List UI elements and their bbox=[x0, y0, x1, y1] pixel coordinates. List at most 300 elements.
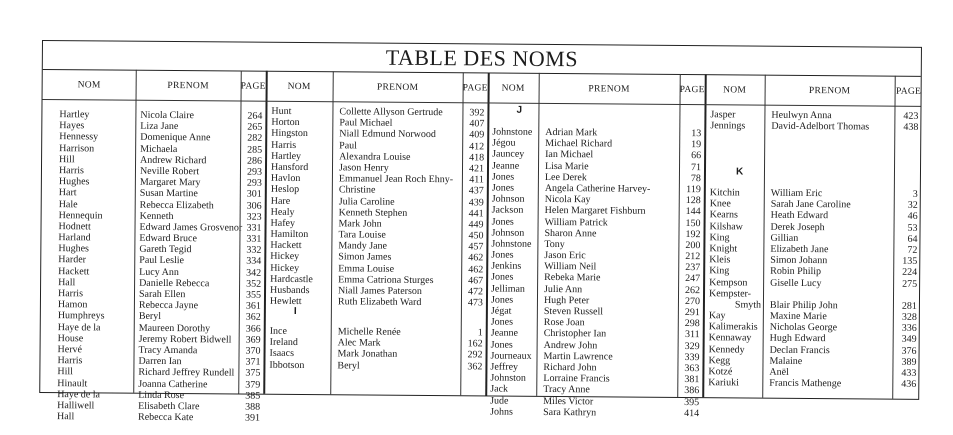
nom-column bbox=[490, 127, 533, 418]
prenom-cell: Jason Henry bbox=[338, 162, 389, 174]
page-cell: 32 bbox=[907, 199, 918, 212]
page-cell: 379 bbox=[245, 379, 261, 391]
page-column bbox=[460, 327, 482, 372]
nom-cell: Hart bbox=[58, 187, 77, 199]
page-cell: 144 bbox=[685, 206, 701, 218]
prenom-cell: Miles Victor bbox=[543, 395, 594, 407]
nom-cell: Kilshaw bbox=[709, 220, 743, 233]
page-cell: 371 bbox=[245, 356, 261, 368]
prenom-cell: Rebecca Kate bbox=[137, 411, 194, 424]
prenom-cell: Tony bbox=[544, 238, 565, 250]
page-cell: 306 bbox=[246, 200, 262, 212]
prenom-cell: Rebecca Elizabeth bbox=[139, 199, 214, 211]
page-cell: 352 bbox=[246, 278, 262, 290]
prenom-cell: Darren Ian bbox=[138, 355, 182, 368]
prenom-cell: Edward Bruce bbox=[139, 232, 197, 245]
prenom-cell: Liza Jane bbox=[140, 120, 179, 133]
prenom-column bbox=[769, 188, 851, 390]
page-cell: 462 bbox=[468, 263, 484, 276]
page-cell: 128 bbox=[685, 195, 701, 207]
header-page: PAGE bbox=[462, 83, 488, 94]
prenom-cell: Angela Catherine Harvey- bbox=[544, 182, 651, 195]
nom-cell: Hansford bbox=[270, 161, 309, 174]
prenom-column bbox=[543, 127, 651, 419]
nom-cell: Jones bbox=[490, 316, 514, 328]
prenom-column bbox=[337, 326, 400, 371]
nom-column bbox=[710, 109, 745, 132]
page-cell: 331 bbox=[246, 233, 262, 245]
prenom-cell: Christopher Ian bbox=[543, 328, 607, 340]
header-page: PAGE bbox=[240, 81, 266, 92]
prenom-cell bbox=[770, 288, 850, 300]
nom-cell: Kleis bbox=[709, 254, 731, 266]
prenom-cell: Nicola Claire bbox=[140, 109, 195, 122]
page-cell: 19 bbox=[691, 139, 702, 151]
nom-cell: Hamon bbox=[57, 299, 88, 311]
nom-cell: Johnson bbox=[491, 193, 525, 205]
page-cell: 366 bbox=[245, 323, 261, 335]
prenom-cell: Maureen Dorothy bbox=[138, 322, 211, 334]
page-cell: 362 bbox=[245, 311, 261, 324]
nom-cell: Johnson bbox=[491, 227, 525, 239]
nom-cell: Knee bbox=[709, 198, 731, 210]
nom-cell: Hardcastle bbox=[270, 273, 313, 285]
prenom-cell: Malaine bbox=[769, 355, 803, 367]
column-divider bbox=[536, 73, 540, 396]
nom-cell: Jones bbox=[490, 339, 513, 351]
page-cell: 437 bbox=[468, 185, 484, 197]
nom-cell: Hall bbox=[58, 276, 76, 289]
nom-cell: Jennings bbox=[710, 120, 746, 132]
section-divider bbox=[702, 74, 707, 397]
prenom-cell: Gareth Tegid bbox=[139, 244, 192, 256]
nom-column bbox=[57, 109, 106, 423]
prenom-cell: Richard John bbox=[543, 361, 597, 374]
page-cell: 409 bbox=[469, 129, 485, 141]
prenom-cell: Domenique Anne bbox=[140, 132, 211, 144]
page-cell: 64 bbox=[907, 233, 918, 245]
page-cell: 370 bbox=[245, 345, 261, 357]
page-cell: 438 bbox=[903, 121, 919, 134]
page-cell: 119 bbox=[686, 184, 701, 196]
nom-cell: King bbox=[709, 265, 730, 277]
page-cell: 212 bbox=[685, 251, 701, 263]
section-letter-j: J bbox=[516, 104, 523, 116]
page-cell: 192 bbox=[685, 228, 701, 240]
prenom-cell: Mark John bbox=[338, 218, 382, 230]
prenom-cell: Paul Leslie bbox=[139, 255, 185, 267]
page-cell: 441 bbox=[468, 208, 484, 220]
prenom-cell: Steven Russell bbox=[543, 305, 604, 318]
nom-cell: Kegg bbox=[708, 355, 731, 367]
nom-cell: Humphreys bbox=[57, 310, 105, 322]
page-cell: 13 bbox=[691, 128, 702, 140]
nom-cell: Kearns bbox=[709, 209, 739, 221]
prenom-cell: Michelle Renée bbox=[337, 326, 401, 338]
prenom-cell: Lee Derek bbox=[544, 171, 587, 184]
nom-cell: Smyth bbox=[734, 299, 762, 311]
page-cell: 342 bbox=[246, 267, 262, 279]
page-cell: 301 bbox=[246, 188, 262, 201]
page-cell: 237 bbox=[685, 262, 701, 274]
prenom-cell: Paul Michael bbox=[339, 117, 393, 129]
page-cell: 329 bbox=[684, 340, 700, 352]
nom-column bbox=[708, 187, 762, 389]
nom-cell: Heslop bbox=[270, 184, 300, 196]
prenom-cell: Lisa Marie bbox=[544, 160, 589, 172]
page-cell: 381 bbox=[684, 374, 700, 386]
page-cell: 293 bbox=[246, 166, 263, 178]
header-prenom: PRENOM bbox=[376, 82, 419, 93]
prenom-cell: Robin Philip bbox=[770, 266, 822, 278]
page-cell: 282 bbox=[247, 132, 263, 145]
nom-column bbox=[270, 106, 314, 308]
page-cell: 291 bbox=[684, 307, 700, 319]
prenom-cell: Maxine Marie bbox=[769, 310, 827, 323]
prenom-cell: Alec Mark bbox=[337, 337, 381, 349]
prenom-cell: Anël bbox=[769, 366, 789, 378]
page-cell: 135 bbox=[902, 255, 918, 268]
nom-cell: Jasper bbox=[710, 109, 736, 121]
prenom-cell: Heulwyn Anna bbox=[771, 109, 832, 122]
prenom-cell: Derek Joseph bbox=[770, 221, 825, 233]
page-cell: 369 bbox=[245, 334, 261, 346]
nom-cell: Hickey bbox=[270, 251, 300, 263]
page-cell: 349 bbox=[901, 334, 917, 346]
nom-cell: Haye de la bbox=[57, 321, 101, 334]
prenom-cell: Kenneth bbox=[139, 210, 174, 222]
nom-cell: Ince bbox=[269, 325, 287, 337]
nom-cell: Hughes bbox=[58, 176, 90, 188]
prenom-cell: David-Adelbort Thomas bbox=[771, 120, 870, 133]
page-cell: 331 bbox=[246, 222, 262, 234]
page-cell: 339 bbox=[684, 351, 700, 363]
prenom-cell: Emma Catriona Sturges bbox=[338, 274, 434, 286]
nom-cell: Havlon bbox=[270, 172, 301, 185]
nom-cell: Hughes bbox=[58, 243, 89, 255]
prenom-cell: Neville Robert bbox=[139, 165, 200, 178]
page-cell: 53 bbox=[907, 222, 918, 234]
page-cell: 436 bbox=[901, 378, 917, 391]
prenom-cell: Collette Allyson Gertrude bbox=[339, 106, 443, 119]
nom-cell: Johnstone bbox=[492, 126, 533, 138]
nom-cell: Hingston bbox=[271, 128, 308, 140]
nom-cell: Hill bbox=[59, 153, 75, 166]
page-cell: 162 bbox=[467, 338, 483, 350]
nom-cell: Kennaway bbox=[708, 332, 752, 345]
page-cell: 363 bbox=[684, 362, 700, 375]
nom-cell: Hewlett bbox=[269, 295, 302, 308]
nom-cell: Harris bbox=[271, 139, 297, 151]
nom-cell: Harrison bbox=[59, 142, 95, 154]
prenom-cell: Ian Michael bbox=[545, 149, 594, 161]
nom-cell: Kitchin bbox=[709, 187, 740, 199]
page-cell: 433 bbox=[901, 367, 917, 379]
prenom-cell: Blair Philip John bbox=[769, 299, 838, 312]
nom-cell: Kotzé bbox=[708, 366, 733, 378]
page-cell: 72 bbox=[907, 244, 918, 256]
nom-column bbox=[269, 326, 304, 371]
prenom-cell: Linda Rose bbox=[138, 389, 185, 401]
nom-cell: Hayes bbox=[59, 120, 85, 132]
page-cell: 328 bbox=[901, 311, 917, 323]
page-cell: 78 bbox=[690, 172, 701, 184]
page-cell: 224 bbox=[902, 267, 918, 279]
page-cell: 388 bbox=[245, 401, 261, 413]
page-cell: 46 bbox=[907, 211, 918, 223]
nom-cell: Jauncey bbox=[492, 148, 525, 161]
prenom-cell: Niall James Paterson bbox=[337, 285, 422, 297]
prenom-cell: Helen Margaret Fishburn bbox=[544, 205, 646, 218]
nom-cell: Jégou bbox=[492, 137, 516, 149]
prenom-cell: Declan Francis bbox=[769, 344, 830, 356]
nom-cell: Kempson bbox=[709, 276, 748, 289]
prenom-cell: Rebeka Marie bbox=[544, 272, 601, 284]
page-cell: 262 bbox=[685, 284, 701, 296]
prenom-cell: Gillian bbox=[770, 232, 799, 244]
prenom-cell: Niall Edmund Norwood bbox=[339, 128, 436, 141]
prenom-cell: Hugh Peter bbox=[543, 294, 590, 307]
page-cell: 71 bbox=[690, 161, 702, 173]
page-cell: 285 bbox=[247, 144, 263, 156]
prenom-cell: Lorraine Francis bbox=[543, 373, 610, 385]
page-cell: 361 bbox=[245, 300, 261, 312]
prenom-cell: Beryl bbox=[337, 359, 360, 372]
prenom-cell: Margaret Mary bbox=[139, 176, 201, 189]
header-nom: NOM bbox=[723, 85, 747, 96]
page-cell: 281 bbox=[901, 300, 917, 312]
page-cell: 311 bbox=[685, 329, 700, 341]
prenom-cell: Rebecca Jayne bbox=[138, 299, 199, 312]
nom-cell: Kalimerakis bbox=[708, 321, 758, 333]
page-cell: 414 bbox=[684, 407, 700, 419]
prenom-cell: Tracy Anne bbox=[543, 384, 590, 396]
prenom-cell: Martin Lawrence bbox=[543, 350, 613, 363]
page-cell: 407 bbox=[469, 118, 485, 130]
nom-cell: Kennedy bbox=[708, 343, 745, 356]
column-divider bbox=[133, 70, 137, 393]
page-cell: 292 bbox=[467, 349, 483, 361]
page-cell: 423 bbox=[903, 110, 919, 122]
nom-cell: Jeanne bbox=[490, 327, 518, 340]
names-index-table bbox=[39, 40, 922, 424]
prenom-cell: Beryl bbox=[138, 311, 162, 323]
page-cell: 298 bbox=[684, 318, 700, 330]
header-prenom: PRENOM bbox=[167, 80, 209, 92]
prenom-cell: Andrew Richard bbox=[140, 154, 207, 167]
section-letter-k: K bbox=[735, 166, 744, 178]
prenom-cell: Susan Martine bbox=[139, 188, 198, 200]
page-cell: 450 bbox=[468, 230, 484, 242]
nom-cell: Hunt bbox=[271, 105, 292, 117]
prenom-cell: Rose Joan bbox=[543, 317, 585, 329]
nom-cell: Jones bbox=[491, 171, 515, 183]
nom-cell: Ireland bbox=[269, 336, 299, 349]
prenom-cell: Jason Eric bbox=[544, 250, 586, 262]
page-cell: 389 bbox=[901, 356, 917, 368]
page-cell: 66 bbox=[691, 150, 702, 162]
section-divider bbox=[263, 71, 268, 394]
nom-cell: Jones bbox=[491, 249, 514, 261]
page-column bbox=[892, 189, 918, 391]
page-cell: 449 bbox=[468, 219, 484, 231]
nom-cell: Harris bbox=[58, 165, 85, 177]
prenom-cell: Simon James bbox=[338, 251, 392, 264]
page-cell: 391 bbox=[244, 412, 261, 424]
nom-cell: Hickey bbox=[270, 262, 300, 274]
prenom-cell: Nicola Kay bbox=[544, 194, 591, 206]
nom-cell: Harris bbox=[57, 288, 84, 300]
prenom-column bbox=[771, 110, 869, 133]
page-cell: 362 bbox=[467, 360, 483, 373]
prenom-cell: Richard Jeffrey Rundell bbox=[138, 367, 235, 379]
prenom-cell: Tara Louise bbox=[338, 229, 386, 241]
prenom-cell: Sara Kathryn bbox=[543, 406, 597, 419]
nom-cell: Harris bbox=[57, 355, 83, 367]
header-prenom: PRENOM bbox=[808, 86, 851, 97]
prenom-cell: Andrew John bbox=[543, 339, 598, 351]
nom-cell: Johnston bbox=[490, 372, 526, 384]
column-divider bbox=[762, 75, 766, 398]
nom-cell: House bbox=[57, 332, 84, 345]
prenom-cell: Francis Mathenge bbox=[769, 377, 842, 390]
page-cell: 376 bbox=[901, 345, 917, 357]
page-cell bbox=[893, 289, 917, 300]
nom-cell: Jones bbox=[490, 294, 514, 306]
section-letter-i: I bbox=[293, 305, 297, 318]
nom-cell: Halliwell bbox=[57, 400, 95, 412]
nom-cell: Jackson bbox=[491, 204, 524, 217]
nom-cell: Hervé bbox=[57, 344, 83, 356]
prenom-cell: Mandy Jane bbox=[338, 240, 388, 252]
nom-cell: Jude bbox=[490, 395, 509, 407]
nom-cell: Jack bbox=[490, 383, 509, 395]
nom-cell: Hackett bbox=[58, 265, 90, 278]
page-cell: 418 bbox=[469, 152, 485, 164]
page-cell: 411 bbox=[469, 174, 484, 186]
page-cell: 375 bbox=[245, 367, 261, 380]
prenom-cell: Christine bbox=[338, 184, 376, 196]
nom-cell: Jones bbox=[491, 182, 515, 194]
nom-cell: Isaacs bbox=[269, 348, 295, 360]
page-cell: 3 bbox=[912, 188, 918, 200]
page-cell: 247 bbox=[685, 273, 701, 285]
nom-cell: Hale bbox=[58, 198, 78, 210]
page-cell: 270 bbox=[684, 295, 701, 307]
header-divider bbox=[43, 99, 921, 107]
header-nom: NOM bbox=[77, 80, 101, 91]
page-cell: 286 bbox=[247, 155, 263, 167]
nom-cell: Hennessy bbox=[59, 131, 99, 143]
prenom-cell: Hugh Edward bbox=[769, 333, 826, 345]
page-column bbox=[461, 107, 485, 309]
prenom-cell: Emma Louise bbox=[338, 262, 395, 275]
section-divider bbox=[485, 73, 490, 396]
nom-cell: Hare bbox=[270, 195, 291, 207]
page-cell: 275 bbox=[902, 278, 918, 290]
nom-cell: Healy bbox=[270, 206, 295, 218]
prenom-cell: Adrian Mark bbox=[545, 126, 598, 139]
nom-cell: Haye de la bbox=[57, 388, 101, 401]
prenom-cell: William Patrick bbox=[544, 216, 608, 228]
prenom-cell: Tracy Amanda bbox=[138, 344, 198, 357]
prenom-cell: Michael Richard bbox=[545, 138, 613, 150]
prenom-column bbox=[138, 110, 243, 424]
nom-cell: Jones bbox=[491, 271, 514, 284]
page-cell: 265 bbox=[247, 121, 263, 133]
nom-cell: Hamilton bbox=[270, 228, 309, 241]
nom-cell: Johns bbox=[490, 406, 513, 418]
nom-cell: Hodnett bbox=[58, 221, 91, 233]
page-cell: 150 bbox=[685, 217, 701, 229]
nom-cell: Jones bbox=[491, 216, 514, 228]
page-column bbox=[238, 111, 262, 424]
page-cell: 336 bbox=[901, 323, 917, 335]
prenom-cell: Sarah Jane Caroline bbox=[770, 198, 851, 211]
prenom-cell: Emmanuel Jean Roch Ehny- bbox=[338, 173, 454, 186]
prenom-cell: Paul bbox=[339, 139, 358, 152]
nom-cell: Ibbotson bbox=[269, 359, 305, 371]
nom-cell: Kempster- bbox=[708, 287, 752, 300]
header-prenom: PRENOM bbox=[588, 84, 630, 95]
nom-cell: Kariuki bbox=[708, 377, 739, 389]
prenom-cell: Lucy Ann bbox=[139, 266, 179, 278]
nom-cell: Hafey bbox=[270, 217, 296, 229]
page-cell: 457 bbox=[468, 241, 484, 253]
nom-cell: Hinault bbox=[57, 377, 88, 389]
prenom-cell: Elizabeth Jane bbox=[770, 243, 829, 256]
prenom-cell: Mark Jonathan bbox=[337, 348, 398, 361]
page-column bbox=[677, 128, 701, 419]
nom-cell: Journeaux bbox=[490, 350, 532, 362]
page-cell: 332 bbox=[246, 244, 262, 256]
prenom-cell: Elisabeth Clare bbox=[138, 400, 200, 413]
prenom-cell: Julie Ann bbox=[544, 283, 583, 295]
column-divider bbox=[330, 71, 334, 394]
prenom-cell: Kenneth Stephen bbox=[338, 207, 408, 219]
prenom-cell: Giselle Lucy bbox=[770, 277, 822, 289]
page-cell: 412 bbox=[469, 140, 485, 153]
page-cell: 264 bbox=[247, 110, 263, 122]
prenom-cell: Julia Caroline bbox=[338, 195, 395, 208]
prenom-cell: Heath Edward bbox=[770, 210, 829, 222]
nom-cell: Hartley bbox=[271, 150, 302, 162]
prenom-cell: Ruth Elizabeth Ward bbox=[337, 296, 422, 309]
page-title: TABLE DES NOMS bbox=[385, 44, 579, 72]
nom-cell: Hackett bbox=[270, 240, 302, 252]
prenom-cell: William Eric bbox=[770, 187, 823, 200]
prenom-cell: Sarah Ellen bbox=[138, 288, 186, 301]
prenom-cell: William Neil bbox=[544, 261, 597, 273]
page-cell: 200 bbox=[685, 239, 701, 252]
prenom-cell: Danielle Rebecca bbox=[139, 277, 210, 290]
header-nom: NOM bbox=[501, 83, 525, 94]
page-cell: 473 bbox=[467, 297, 483, 309]
page-cell: 385 bbox=[245, 390, 261, 402]
prenom-cell: Nicholas George bbox=[769, 321, 838, 334]
nom-cell: Harder bbox=[58, 254, 87, 266]
page-cell: 462 bbox=[468, 252, 484, 264]
prenom-column bbox=[338, 106, 454, 308]
header-nom: NOM bbox=[287, 81, 311, 93]
nom-cell: Hall bbox=[56, 411, 75, 423]
page-cell: 323 bbox=[246, 211, 262, 223]
nom-cell: Hill bbox=[57, 366, 73, 378]
nom-cell: Kay bbox=[708, 310, 726, 322]
prenom-cell: Michaela bbox=[140, 143, 178, 155]
prenom-cell: Sharon Anne bbox=[544, 227, 597, 240]
nom-cell: Horton bbox=[271, 116, 300, 129]
